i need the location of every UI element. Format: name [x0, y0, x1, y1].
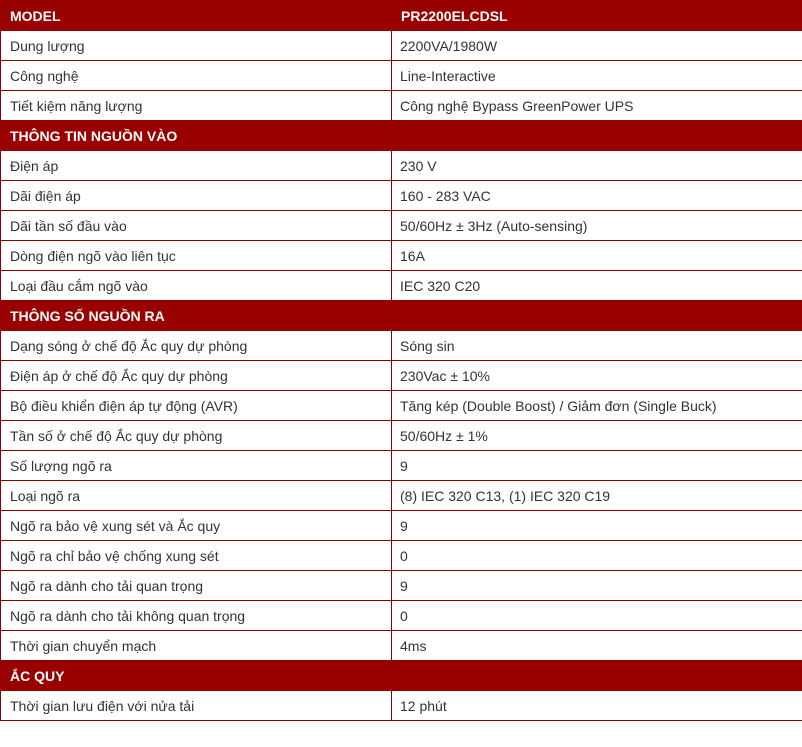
- spec-value: 50/60Hz ± 3Hz (Auto-sensing): [392, 211, 802, 241]
- table-row: [1, 511, 802, 541]
- spec-value: 9: [392, 511, 802, 541]
- spec-value: (8) IEC 320 C13, (1) IEC 320 C19: [392, 481, 802, 511]
- table-row: [1, 181, 802, 211]
- table-row: [1, 691, 802, 721]
- spec-value: 0: [392, 601, 802, 631]
- section-header-battery: [1, 661, 802, 691]
- spec-label: Dung lượng: [1, 31, 392, 61]
- section-header-input: [1, 121, 802, 151]
- model-header-row: [1, 1, 802, 31]
- spec-label: Số lượng ngõ ra: [1, 451, 392, 481]
- model-value: PR2200ELCDSL: [392, 1, 802, 31]
- spec-value: 0: [392, 541, 802, 571]
- table-row: [1, 571, 802, 601]
- spec-label: Thời gian lưu điện với nửa tải: [1, 691, 392, 721]
- spec-label: Ngõ ra chỉ bảo vệ chống xung sét: [1, 541, 392, 571]
- spec-label: Điện áp ở chế độ Ắc quy dự phòng: [1, 361, 392, 391]
- spec-label: Dòng điện ngõ vào liên tục: [1, 241, 392, 271]
- spec-label: Thời gian chuyển mạch: [1, 631, 392, 661]
- spec-value: 230Vac ± 10%: [392, 361, 802, 391]
- section-title: THÔNG TIN NGUỒN VÀO: [1, 121, 802, 151]
- table-row: [1, 421, 802, 451]
- spec-value: 230 V: [392, 151, 802, 181]
- table-row: [1, 331, 802, 361]
- spec-label: Tiết kiệm năng lượng: [1, 91, 392, 121]
- spec-value: IEC 320 C20: [392, 271, 802, 301]
- table-row: [1, 31, 802, 61]
- spec-label: Điện áp: [1, 151, 392, 181]
- table-row: [1, 241, 802, 271]
- spec-label: Ngõ ra dành cho tải không quan trọng: [1, 601, 392, 631]
- spec-label: Công nghệ: [1, 61, 392, 91]
- spec-value: Tăng kép (Double Boost) / Giảm đơn (Single Buck): [392, 391, 802, 421]
- section-title: THÔNG SỐ NGUỒN RA: [1, 301, 802, 331]
- spec-value: 9: [392, 451, 802, 481]
- table-row: [1, 91, 802, 121]
- spec-label: Bộ điều khiển điện áp tự động (AVR): [1, 391, 392, 421]
- spec-label: Loại ngõ ra: [1, 481, 392, 511]
- spec-value: Sóng sin: [392, 331, 802, 361]
- table-row: [1, 61, 802, 91]
- table-row: [1, 481, 802, 511]
- table-row: [1, 541, 802, 571]
- spec-label: Dãi tần số đầu vào: [1, 211, 392, 241]
- section-header-output: [1, 301, 802, 331]
- spec-label: Tần số ở chế độ Ắc quy dự phòng: [1, 421, 392, 451]
- spec-value: 160 - 283 VAC: [392, 181, 802, 211]
- spec-value: 2200VA/1980W: [392, 31, 802, 61]
- table-row: [1, 211, 802, 241]
- spec-value: 12 phút: [392, 691, 802, 721]
- table-row: [1, 151, 802, 181]
- spec-label: Dạng sóng ở chế độ Ắc quy dự phòng: [1, 331, 392, 361]
- spec-label: Dãi điện áp: [1, 181, 392, 211]
- spec-value: Line-Interactive: [392, 61, 802, 91]
- spec-label: Loại đầu cắm ngõ vào: [1, 271, 392, 301]
- spec-value: 50/60Hz ± 1%: [392, 421, 802, 451]
- spec-value: Công nghệ Bypass GreenPower UPS: [392, 91, 802, 121]
- section-title: ẮC QUY: [1, 661, 802, 691]
- spec-value: 16A: [392, 241, 802, 271]
- table-row: [1, 451, 802, 481]
- spec-label: Ngõ ra bảo vệ xung sét và Ắc quy: [1, 511, 392, 541]
- table-row: [1, 601, 802, 631]
- model-label: MODEL: [1, 1, 392, 31]
- table-row: [1, 361, 802, 391]
- table-row: [1, 631, 802, 661]
- spec-value: 9: [392, 571, 802, 601]
- table-row: [1, 391, 802, 421]
- spec-value: 4ms: [392, 631, 802, 661]
- spec-label: Ngõ ra dành cho tải quan trọng: [1, 571, 392, 601]
- table-row: [1, 271, 802, 301]
